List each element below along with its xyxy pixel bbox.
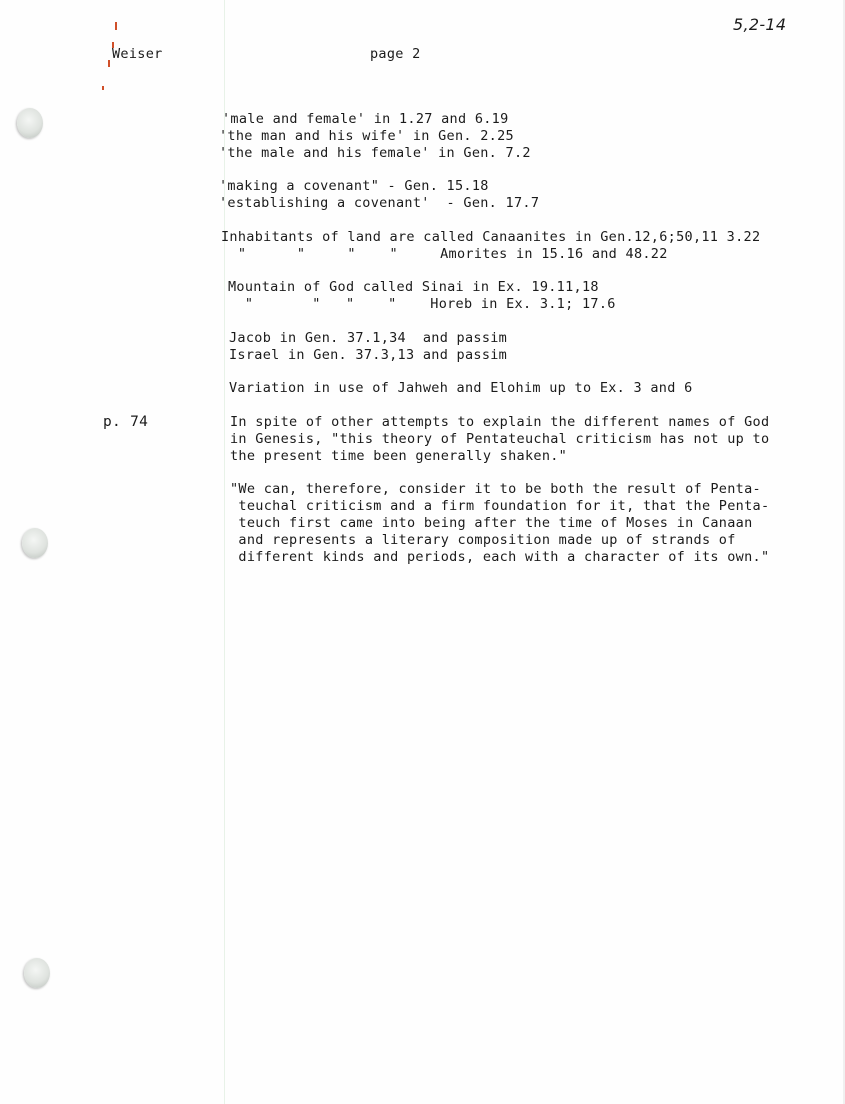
text-line: 'making a covenant" - Gen. 15.18	[219, 178, 489, 194]
punch-hole-middle	[22, 528, 48, 558]
quote-line: teuchal criticism and a firm foundation for it, that the Penta-	[230, 498, 770, 514]
quote-line: and represents a literary composition made up of strands of	[230, 532, 736, 548]
ink-mark	[108, 60, 110, 67]
handwritten-note: 5,2-14	[733, 15, 787, 34]
punch-hole-bottom	[24, 958, 50, 988]
text-line: 'establishing a covenant' - Gen. 17.7	[219, 195, 540, 211]
text-line: Variation in use of Jahweh and Elohim up to Ex. 3 and 6	[229, 380, 693, 396]
text-line: Israel in Gen. 37.3,13 and passim	[229, 347, 508, 363]
margin-page-ref: p. 74	[103, 414, 149, 430]
quote-line: teuch first came into being after the time of Moses in Canaan	[230, 515, 753, 531]
text-line: Jacob in Gen. 37.1,34 and passim	[229, 330, 508, 346]
text-line: " " " " Amorites in 15.16 and 48.22	[221, 246, 668, 262]
text-line: in Genesis, "this theory of Pentateuchal criticism has not up to	[230, 431, 770, 447]
page-number: page 2	[370, 46, 421, 62]
text-line: " " " " Horeb in Ex. 3.1; 17.6	[228, 296, 616, 312]
author-name: Weiser	[112, 46, 163, 62]
text-line: Inhabitants of land are called Canaanites in Gen.12,6;50,11 3.22	[221, 229, 761, 245]
text-line: Mountain of God called Sinai in Ex. 19.11,18	[228, 279, 599, 295]
text-line: 'male and female' in 1.27 and 6.19	[222, 111, 509, 127]
quote-line: different kinds and periods, each with a character of its own."	[230, 549, 770, 565]
text-line: 'the male and his female' in Gen. 7.2	[219, 145, 531, 161]
text-line: the present time been generally shaken."	[230, 448, 568, 464]
ink-mark	[115, 22, 117, 30]
faint-rule-line	[224, 0, 225, 1104]
ink-mark	[102, 86, 104, 90]
text-line: 'the man and his wife' in Gen. 2.25	[219, 128, 514, 144]
punch-hole-top	[17, 108, 43, 138]
quote-line: "We can, therefore, consider it to be both the result of Penta-	[230, 481, 761, 497]
text-line: In spite of other attempts to explain the different names of God	[230, 414, 770, 430]
